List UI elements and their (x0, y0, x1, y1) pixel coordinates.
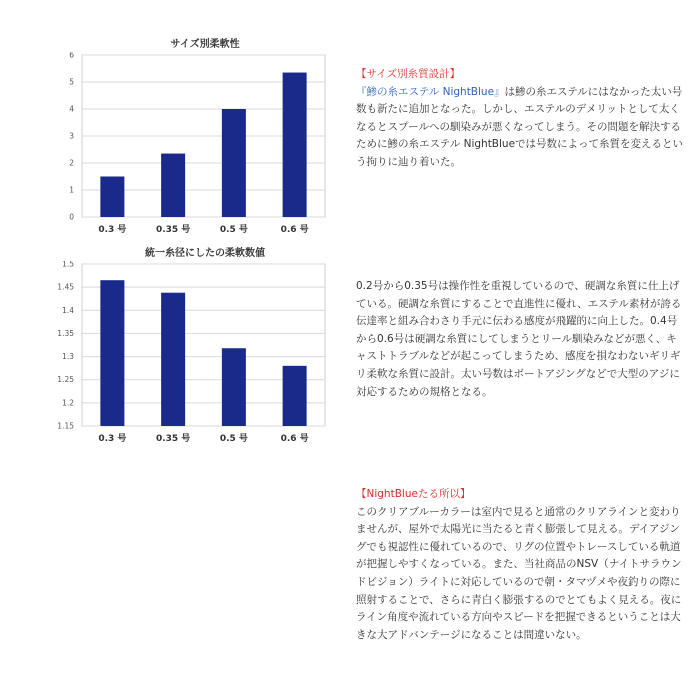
y-tick-label: 1.4 (62, 305, 74, 315)
y-tick-label: 2 (69, 158, 74, 168)
y-tick-label: 1.2 (62, 398, 74, 408)
chart-unified-diameter (55, 247, 355, 465)
y-tick-label: 3 (69, 131, 74, 141)
section-body: は鯵の糸エステルにはなかった太い号数も新たに追加となった。しかし、エステルのデメリットとして太くなるとスプールへの馴染みが悪くなってしまう。その問題を解決するために鯵の糸エステル NightBlueでは号数によって糸質を変えるという拘りに辿り着いた。 (356, 85, 684, 168)
y-tick-label: 6 (69, 52, 74, 60)
y-tick-label: 1 (69, 185, 74, 195)
section-heading: 【NightBlueたる所以】 (356, 488, 471, 500)
bar (100, 280, 124, 426)
y-tick-label: 4 (69, 104, 74, 114)
bar (283, 366, 307, 426)
y-tick-label: 0 (69, 212, 74, 222)
bar (161, 154, 185, 217)
x-tick-label: 0.35 号 (155, 225, 191, 235)
section-heading: 【サイズ別糸質設計】 (356, 68, 461, 80)
section-size-design (356, 66, 686, 172)
bar (222, 109, 246, 217)
y-tick-label: 1.45 (57, 282, 74, 292)
y-tick-label: 5 (69, 77, 74, 87)
bar (222, 348, 246, 426)
x-tick-label: 0.3 号 (98, 434, 127, 444)
section-body: このクリアブルーカラーは室内で見ると通常のクリアラインと変わりませんが、屋外で太陽光に当たると青く膨張して見える。デイアジングでも視認性に優れているので、リグの位置やトレースしている軌道が把握しやすくなっている。また、当社商品のNSV（ナイトサラウンドビジョン）ライトに対応しているので朝・タマヅメや夜釣りの際に照射することで、さらに青白く膨張するのでとてもよく見える。夜にライン角度や流れている方向やスピードを把握できるということは大きな大アドバンテージになることは間違いない。 (356, 505, 682, 641)
chart-size-flexibility (55, 38, 355, 256)
x-tick-label: 0.5 号 (219, 434, 248, 444)
x-tick-label: 0.35 号 (155, 434, 191, 444)
y-tick-label: 1.3 (62, 352, 74, 362)
bar (283, 73, 307, 217)
y-tick-label: 1.25 (57, 375, 74, 385)
chart-title: 統一糸径にしたの柔軟数値 (145, 248, 265, 259)
y-tick-label: 1.5 (62, 261, 74, 269)
y-tick-label: 1.15 (57, 421, 74, 431)
bar-chart (55, 261, 355, 461)
bar (100, 177, 124, 218)
bar-chart (55, 52, 355, 252)
chart-title: サイズ別柔軟性 (170, 39, 240, 50)
section-nightblue-reason (356, 486, 686, 644)
section-body: 0.2号から0.35号は操作性を重視しているので、硬調な糸質に仕上げている。硬調な糸質にすることで直進性に優れ、エステル素材が誇る伝達率と組み合わさり手元に伝わる感度が飛躍的に向上した。0.4号から0.6号は硬調な糸質にしてしまうとリール馴染みなどが悪く、キャストトラブルなどが起こってしまうため、感度を損なわないギリギリ柔軟な糸質に設計。太い号数はボートアジングなどで大型のアジに対応するための規格となる。 (356, 280, 682, 398)
product-name: 『鯵の糸エステル NightBlue』 (356, 85, 505, 98)
y-tick-label: 1.35 (57, 328, 74, 338)
bar (161, 293, 185, 426)
x-tick-label: 0.6 号 (280, 225, 309, 235)
section-line-quality (356, 278, 686, 401)
x-tick-label: 0.3 号 (98, 225, 127, 235)
x-tick-label: 0.6 号 (280, 434, 309, 444)
x-tick-label: 0.5 号 (219, 225, 248, 235)
